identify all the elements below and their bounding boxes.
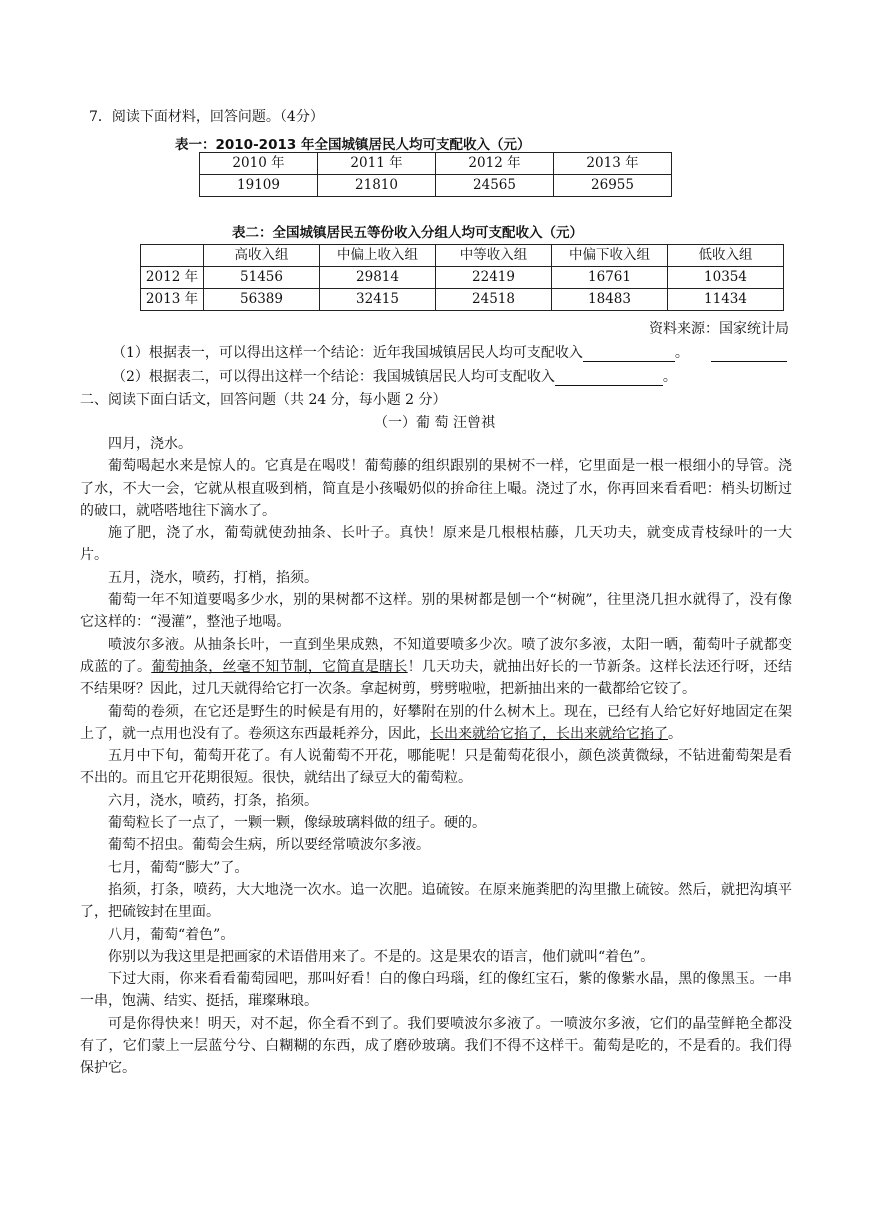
paragraph-text: 施了肥，浇了水，葡萄就使劲抽条、长叶子。真快！原来是几根根枯藤，几天功夫，就变成青枝绿叶的一大片。 <box>80 525 792 564</box>
paragraph-text: 五月中下旬，葡萄开花了。有人说葡萄不开花，哪能呢！只是葡萄花很小，颜色淡黄微绿，不钻进葡萄架是看不出的。而且它开花期很短。很快，就结出了绿豆大的葡萄粒。 <box>80 748 792 787</box>
paragraph-text: 葡萄不招虫。葡萄会生病，所以要经常喷波尔多液。 <box>108 837 430 854</box>
sub-question-2 <box>112 366 677 386</box>
table2-header: 低收入组 <box>668 245 784 267</box>
table1-value-row <box>200 175 672 197</box>
table2-corner-cell <box>141 245 204 267</box>
sub-question-1 <box>112 342 787 362</box>
table2-cell: 29814 <box>320 267 436 289</box>
paragraph <box>80 701 792 746</box>
paragraph <box>80 433 792 455</box>
paragraph <box>80 946 792 968</box>
question-7-title: 7．阅读下面材料，回答问题。（4分） <box>89 109 324 125</box>
table2-cell: 11434 <box>668 289 784 311</box>
table1-year: 2010 年 <box>200 153 318 175</box>
passage-title: （一）葡 萄 汪曾祺 <box>374 415 495 431</box>
data-source-note: 资料来源：国家统计局 <box>649 321 789 337</box>
table2-row <box>141 289 784 311</box>
paragraph-text: 你别以为我这里是把画家的术语借用来了。不是的。这是果农的语言，他们就叫“着色”。 <box>108 948 655 965</box>
passage-body <box>80 433 792 1080</box>
table2-header-row <box>141 245 784 267</box>
paragraph <box>80 790 792 812</box>
table2-cell: 16761 <box>552 267 668 289</box>
table2-header: 中偏下收入组 <box>552 245 668 267</box>
answer-blank[interactable] <box>555 371 663 386</box>
paragraph <box>80 968 792 1013</box>
table2-row-label: 2013 年 <box>141 289 204 311</box>
table1-header-row <box>200 153 672 175</box>
paragraph <box>80 567 792 589</box>
underlined-sentence: 长出来就给它掐了，长出来就给它掐了 <box>430 725 668 742</box>
table2-cell: 22419 <box>436 267 552 289</box>
paragraph-text: 可是你得快来！明天，对不起，你全看不到了。我们要喷波尔多液了。一喷波尔多液，它们的晶莹鲜艳全都没有了，它们蒙上一层蓝兮兮、白糊糊的东西，成了磨砂玻璃。我们不得不这样干。葡萄是吃的，不是看的。我们得保护它。 <box>80 1015 792 1077</box>
sub-question-1-end: 。 <box>674 345 689 361</box>
paragraph <box>80 589 792 634</box>
paragraph <box>80 924 792 946</box>
table1-year: 2012 年 <box>436 153 554 175</box>
paragraph <box>80 745 792 790</box>
table1-value: 19109 <box>200 175 318 197</box>
paragraph-text: 六月，浇水，喷药，打条，掐须。 <box>108 792 318 809</box>
table1-year: 2013 年 <box>554 153 672 175</box>
section-2-heading: 二、阅读下面白话文，回答问题（共 24 分，每小题 2 分） <box>80 392 447 408</box>
paragraph <box>80 879 792 924</box>
table1-value: 24565 <box>436 175 554 197</box>
underlined-sentence: 葡萄抽条，丝毫不知节制，它简直是瞎长 <box>151 658 408 675</box>
paragraph-text: 五月，浇水，喷药，打梢，掐须。 <box>108 569 318 586</box>
table2-cell: 51456 <box>204 267 320 289</box>
table2-caption: 表二：全国城镇居民五等份收入分组人均可支配收入（元） <box>232 225 583 241</box>
paragraph-text: 八月，葡萄“着色”。 <box>108 926 235 943</box>
paragraph-text: 掐须，打条，喷药，大大地浇一次水。追一次肥。追硫铵。在原来施粪肥的沟里撒上硫铵。然后，就把沟填平了，把硫铵封在里面。 <box>80 881 792 921</box>
table1-caption: 表一：2010-2013 年全国城镇居民人均可支配收入（元） <box>175 137 531 153</box>
sub-question-1-text: （1）根据表一，可以得出这样一个结论：近年我国城镇居民人均可支配收入 <box>112 345 583 361</box>
paragraph <box>80 455 792 522</box>
table2-cell: 24518 <box>436 289 552 311</box>
paragraph-text: 葡萄喝起水来是惊人的。它真是在喝哎！葡萄藤的组织跟别的果树不一样，它里面是一根一根细小的导管。浇了水，不大一会，它就从根直吸到梢，简直是小孩嘬奶似的拚命往上嘬。浇过了水，你再回来看看吧：梢头切断过的破口，就嗒嗒地往下滴水了。 <box>80 458 792 519</box>
paragraph-text: 。 <box>668 725 682 742</box>
answer-blank[interactable] <box>711 347 787 362</box>
table2-header: 中偏上收入组 <box>320 245 436 267</box>
sub-question-2-end: 。 <box>662 369 677 385</box>
paragraph <box>80 634 792 701</box>
sub-question-2-text: （2）根据表二，可以得出这样一个结论：我国城镇居民人均可支配收入 <box>112 369 555 385</box>
paragraph-text: 葡萄的卷须，在它还是野生的时候是有用的，好攀附在别的什么树木上。现在，已经有人给它好好地固定在架上了，就一点用也没有了。卷须这东西最耗养分，因此， <box>80 703 792 742</box>
table1-value: 26955 <box>554 175 672 197</box>
paragraph-text: 四月，浇水。 <box>108 436 192 452</box>
paragraph-text: 葡萄粒长了一点了，一颗一颗，像绿玻璃料做的纽子。硬的。 <box>108 815 486 832</box>
paragraph <box>80 857 792 879</box>
paragraph <box>80 1013 792 1080</box>
answer-blank[interactable] <box>583 347 675 362</box>
paragraph <box>80 834 792 856</box>
table2-row-label: 2012 年 <box>141 267 204 289</box>
table2-row <box>141 267 784 289</box>
table1 <box>199 152 672 197</box>
table2-cell: 32415 <box>320 289 436 311</box>
paragraph-text: ！几天功夫，就抽出好长的一节新条。这样长法还行呀，还结不结果呀？因此，过几天就得给它打一次条。拿起树剪，劈劈啦啦，把新抽出来的一截都给它铰了。 <box>80 658 793 698</box>
table2-header: 中等收入组 <box>436 245 552 267</box>
paragraph-text: 葡萄一年不知道要喝多少水，别的果树都不这样。别的果树都是刨一个“树碗”，往里浇几担水就得了，没有像它这样的：“漫灌”，整池子地喝。 <box>80 592 792 631</box>
table2 <box>140 244 784 311</box>
table2-cell: 10354 <box>668 267 784 289</box>
paragraph-text: 喷波尔多液。从抽条长叶，一直到坐果成熟，不知道要喷多少次。喷了波尔多液，太阳一晒，葡萄叶子就都变成蓝的了。 <box>80 636 792 675</box>
table1-value: 21810 <box>318 175 436 197</box>
table1-year: 2011 年 <box>318 153 436 175</box>
paragraph <box>80 522 792 567</box>
paragraph-text: 七月，葡萄“膨大”了。 <box>108 859 249 876</box>
paragraph <box>80 812 792 834</box>
table2-cell: 56389 <box>204 289 320 311</box>
table2-header: 高收入组 <box>204 245 320 267</box>
paragraph-text: 下过大雨，你来看看葡萄园吧，那叫好看！白的像白玛瑙，红的像红宝石，紫的像紫水晶，黑的像黑玉。一串一串，饱满、结实、挺括，璀璨琳琅。 <box>80 971 792 1010</box>
table2-cell: 18483 <box>552 289 668 311</box>
